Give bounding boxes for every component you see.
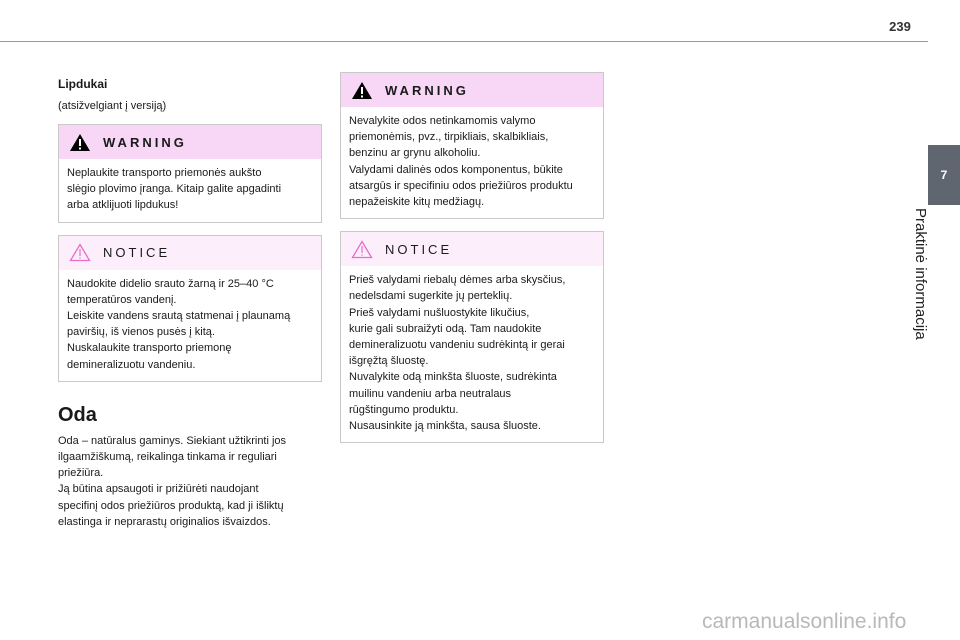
chapter-number: 7	[940, 168, 948, 182]
warning-box-stickers	[58, 124, 322, 223]
warning-header	[341, 73, 603, 107]
left-column	[58, 72, 322, 530]
warning-title: WARNING	[103, 134, 187, 150]
notice-title: NOTICE	[385, 241, 453, 257]
chapter-title: Praktinė informacija	[912, 208, 929, 340]
warning-header	[59, 125, 321, 159]
warning-box-leather	[340, 72, 604, 219]
notice-triangle-icon	[351, 240, 373, 259]
notice-header	[59, 236, 321, 270]
notice-header	[341, 232, 603, 266]
warning-body: Nevalykite odos netinkamomis valymo priemonėmis, pvz., tirpikliais, skalbikliais, benzinu ar grynu alkoholiu. Valydami dalinės odos komponentus, būkite atsargūs ir specifiniu odos priežiūros produktu nepažeiskite kitų medžiagų.	[349, 115, 573, 209]
notice-box-washing	[58, 235, 322, 382]
warning-triangle-icon	[69, 133, 91, 152]
warning-triangle-icon	[351, 81, 373, 100]
stickers-heading: Lipdukai	[58, 77, 108, 91]
notice-body: Naudokite didelio srauto žarną ir 25–40 °C temperatūros vandenį. Leiskite vandens srautą statmenai į plaunamą paviršių, iš vienos pusės į kitą. Nuskalaukite transporto priemonę demineralizuotu vandeniu.	[67, 277, 291, 371]
notice-title: NOTICE	[103, 245, 171, 261]
leather-section-body: Oda – natūralus gaminys. Siekiant užtikrinti jos ilgaamžiškumą, reikalinga tinkama ir reguliari priežiūra. Ją būtina apsaugoti ir prižiūrėti naudojant specifinį odos priežiūros produktą, kad ji išliktų elastinga ir neprarastų originalios išvaizdos.	[58, 434, 287, 528]
chapter-tab[interactable]	[928, 145, 960, 205]
page-number: 239	[889, 19, 911, 34]
right-column	[340, 72, 604, 455]
leather-section-title: Oda	[58, 403, 97, 426]
watermark: carmanualsonline.info	[702, 610, 907, 633]
notice-box-leather	[340, 231, 604, 443]
stickers-subheading: (atsižvelgiant į versiją)	[58, 100, 167, 112]
notice-body: Prieš valydami riebalų dėmes arba skysčius, nedelsdami sugerkite jų perteklių. Prieš valydami nušluostykite likučius, kurie gali subraižyti odą. Tam naudokite demineralizuotu vandeniu sudrėkintą ir gerai išgręžtą šluostę. Nuvalykite odą minkšta šluoste, sudrėkinta muilinu vandeniu arba neutralaus rūgštingumo produktu. Nusausinkite ją minkšta, sausa šluoste.	[349, 274, 566, 433]
notice-triangle-icon	[69, 243, 91, 262]
header-divider	[0, 41, 928, 42]
warning-body: Neplaukite transporto priemonės aukšto slėgio plovimo įranga. Kitaip galite apgadinti arba atklijuoti lipdukus!	[67, 167, 282, 212]
warning-title: WARNING	[385, 82, 469, 98]
